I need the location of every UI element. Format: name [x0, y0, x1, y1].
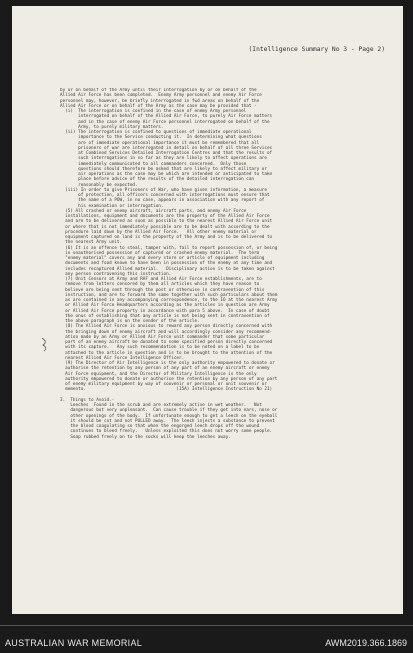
document-line: 3. Things to Avoid.- — [60, 397, 115, 403]
document-line: continues to bleed freely. Unless exploited this does not worry some people. — [60, 429, 273, 435]
archive-footer — [0, 616, 413, 653]
document-line: of enemy military equipment by way of souvenir or personal or unit souvenir or — [60, 382, 267, 387]
document-line: authorise the retention by any person of any part of an enemy aircraft or enemy — [60, 366, 270, 372]
document-line: the onus of establishing that any article is not being sent in contravention of — [60, 313, 270, 319]
document-line: (6) It is an offence to steal, tamper with, fail to report possession of, or being — [60, 245, 278, 251]
document-line: and are to be delivered as soon as possible to the nearest Allied Air Force unit — [60, 219, 273, 225]
document-line: with its capture. Any such recommendation is to be noted on a label to be — [60, 345, 260, 351]
footer-accession-number: AWM2019.366.1869 — [325, 638, 407, 648]
document-line: memento. (15A) Intelligence Instruction No 21) — [60, 387, 273, 393]
document-line: or Allied Air Force Headquarters according as the articles in question are Army — [60, 303, 270, 309]
document-line: personnel may, however, be briefly interrogated in fwd areas on behalf of the — [60, 98, 260, 104]
document-line: Air Force equipment, and the Director of Military Intelligence is the only — [60, 371, 257, 377]
document-line: or where that is not immediately possible are to be dealt with according to the — [60, 224, 270, 230]
document-line: the above paragraph is on the sender of the article. — [60, 319, 200, 324]
document-line: in unauthorised possession of captured or crashed enemy material. The term — [60, 250, 260, 256]
document-line: place before advice of the results of the detailed interrogation can — [60, 177, 255, 183]
document-line: Army, to purely military matters. — [60, 124, 164, 130]
document-line: procedure laid down by the Allied Air Force. All other enemy material or — [60, 229, 257, 235]
document-line: such interrogations in so far as they are likely to affect operations are — [60, 156, 267, 162]
document-line: part of an enemy aircraft be donated to some specified person directly concerned — [60, 340, 273, 345]
document-line: air operations as the case may be which are intended or anticipated to take — [60, 172, 273, 177]
document-line: the bringing down of enemy aircraft and will accordingly consider any recommend- — [60, 329, 273, 335]
document-line: it should be cut and not PULLED away. The leech injects a substance to prevent — [60, 418, 275, 424]
document-line: reasonably be expected. — [60, 182, 138, 188]
document-line: the name of a POW, in no case, appears in association with any report of — [60, 198, 265, 204]
document-line: remove from letters censored by them all articles which they have reason to — [60, 282, 260, 288]
document-line: at Combined Services Detailed Interrogation Centres and that the results of — [60, 151, 273, 156]
document-line: the blood coagulating so that when the engorged leech drops off the wound — [60, 424, 260, 429]
document-line: Allied Air Force has been completed. Enemy Army personnel and enemy Air Force — [60, 93, 262, 99]
document-line: importance to the Service conducting it. In determining what questions — [60, 135, 262, 141]
document-line: Allied Air Force or on behalf of the Army as the case may be provided that - — [60, 103, 257, 109]
document-body — [60, 88, 396, 440]
document-line: (iii) In order to give Prisoners of War, who have given information, a measure — [60, 187, 267, 193]
document-line: attached to the article in question and is to be brought to the attention of the — [60, 350, 273, 356]
document-line: (8) The Allied Air Force is anxious to reward any person directly concerned with — [60, 324, 273, 330]
document-line: (i) The interrogation is confined in the case of enemy Army personnel — [60, 109, 247, 114]
document-line: instruction, and are to forward the same together with such particulars about them — [60, 292, 278, 298]
document-line: Leeches Found in the scrub and are extremely active in wet weather. Not — [60, 403, 262, 408]
document-line: (ii) The interrogation is confined to questions of immediate operational — [60, 130, 252, 135]
document-line: Soap rubbed freely on to the socks will keep the leeches away. — [60, 434, 231, 440]
document-line: prisoners of war are interrogated in detail on behalf of all three Services — [60, 145, 273, 151]
document-line: other openings of the body. If unfortunate enough to get a leech on the eyeball — [60, 413, 278, 419]
document-line: (5) All crashed or enemy aircraft, aircraft parts, and enemy Air Force — [60, 208, 247, 214]
document-line: or Allied Air Force property in accordance with para 5 above. In case of doubt — [60, 308, 270, 314]
document-line: "enemy material" covers any and every store or article of equipment including — [60, 256, 265, 261]
document-line: as are contained in any accompanying correspondence, to the IO at the nearest Army — [60, 298, 278, 303]
document-line: ation made by an Army or Allied Air Force unit commander that some particular — [60, 334, 265, 340]
document-line: questions should therefore be asked that are likely to affect military or — [60, 166, 267, 172]
footer-institution: AUSTRALIAN WAR MEMORIAL — [5, 638, 143, 648]
document-line: by or on behalf of the Army until their interrogation by or on behalf of the — [60, 88, 257, 93]
document-line: (9) The Director of Air Intelligence is the only authority empowered to donate or — [60, 361, 275, 366]
document-line: of protection, all officers concerned with interrogations must ensure that — [60, 193, 270, 198]
document-line: authority empowered to donate or authorise the retention by any person of any part — [60, 376, 278, 382]
document-line: immediately communicated to all commanders concerned. Only those — [60, 161, 247, 167]
document-line: are of immediate operational importance it must be remembered that all — [60, 140, 260, 146]
document-line: (7) Unit Censors at Army and RAF and Allied Air Force establishments, are to — [60, 277, 262, 282]
document-line: interrogated on behalf of the Allied Air Force, to purely Air Force matters — [60, 114, 273, 120]
document-line: his examination or interrogation. — [60, 203, 164, 209]
document-line: equipment captured on land is the property of the Army and is to be delivered to — [60, 235, 273, 240]
footer-divider — [0, 625, 413, 626]
margin-handwritten-mark — [40, 336, 50, 352]
page-header: (Intelligence Summary No 3 - Page 2) — [248, 46, 385, 53]
document-line: includes recaptured Allied material. Disciplinary action is to be taken against — [60, 266, 275, 272]
document-page — [12, 6, 403, 614]
document-line: believe are being sent through the post or otherwise in contravention of this — [60, 287, 265, 293]
document-line: installations, equipment and documents are the property of the Allied Air Force — [60, 214, 270, 219]
document-line: documents and food known to have been in possession of the enemy at any time and — [60, 261, 273, 267]
document-line: and in the case of enemy Air Force personnel interrogated on behalf of the — [60, 119, 270, 125]
document-line: the nearest Army unit. — [60, 240, 123, 246]
document-line: nearest Allied Air Force Intelligence Officer. — [60, 355, 185, 361]
document-line: any person contravening this instruction. — [60, 271, 172, 277]
document-line: dangerous but very unpleasant. Can cause trouble if they get into ears, nose or — [60, 408, 278, 414]
